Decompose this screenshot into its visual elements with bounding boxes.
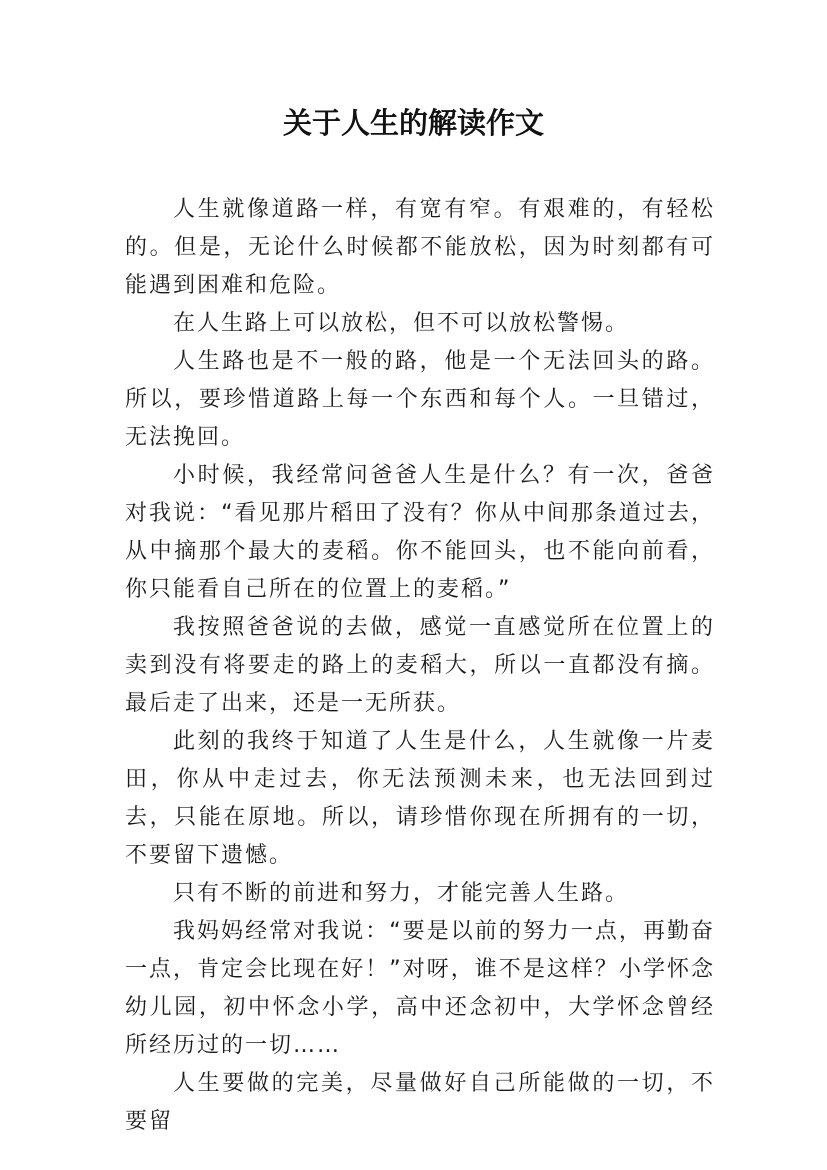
paragraph: 我按照爸爸说的去做，感觉一直感觉所在位置上的卖到没有将要走的路上的麦稻大，所以一直都没有摘。最后走了出来，还是一无所获。 bbox=[125, 615, 715, 716]
paragraph: 人生路也是不一般的路，他是一个无法回头的路。所以，要珍惜道路上每一个东西和每个人。一旦错过，无法挽回。 bbox=[125, 349, 715, 450]
document-title: 关于人生的解读作文 bbox=[282, 106, 544, 140]
paragraph: 我妈妈经常对我说：“要是以前的努力一点，再勤奋一点，肯定会比现在好！”对呀，谁不是这样？小学怀念幼儿园，初中怀念小学，高中还念初中，大学怀念曾经所经历过的一切…… bbox=[125, 919, 715, 1058]
paragraph: 人生要做的完美，尽量做好自己所能做的一切，不要留 bbox=[125, 1071, 715, 1134]
paragraph: 只有不断的前进和努力，才能完善人生路。 bbox=[173, 881, 630, 906]
paragraph: 在人生路上可以放松，但不可以放松警惕。 bbox=[173, 311, 630, 336]
document-body bbox=[125, 191, 715, 1141]
paragraph: 人生就像道路一样，有宽有窄。有艰难的，有轻松的。但是，无论什么时候都不能放松，因为时刻都有可能遇到困难和危险。 bbox=[125, 197, 715, 298]
paragraph: 小时候，我经常问爸爸人生是什么？有一次，爸爸对我说：“看见那片稻田了没有？你从中间那条道过去，从中摘那个最大的麦稻。你不能回头，也不能向前看，你只能看自己所在的位置上的麦稻。” bbox=[125, 463, 715, 602]
paragraph: 此刻的我终于知道了人生是什么，人生就像一片麦田，你从中走过去，你无法预测未来，也无法回到过去，只能在原地。所以，请珍惜你现在所拥有的一切，不要留下遗憾。 bbox=[125, 729, 715, 868]
